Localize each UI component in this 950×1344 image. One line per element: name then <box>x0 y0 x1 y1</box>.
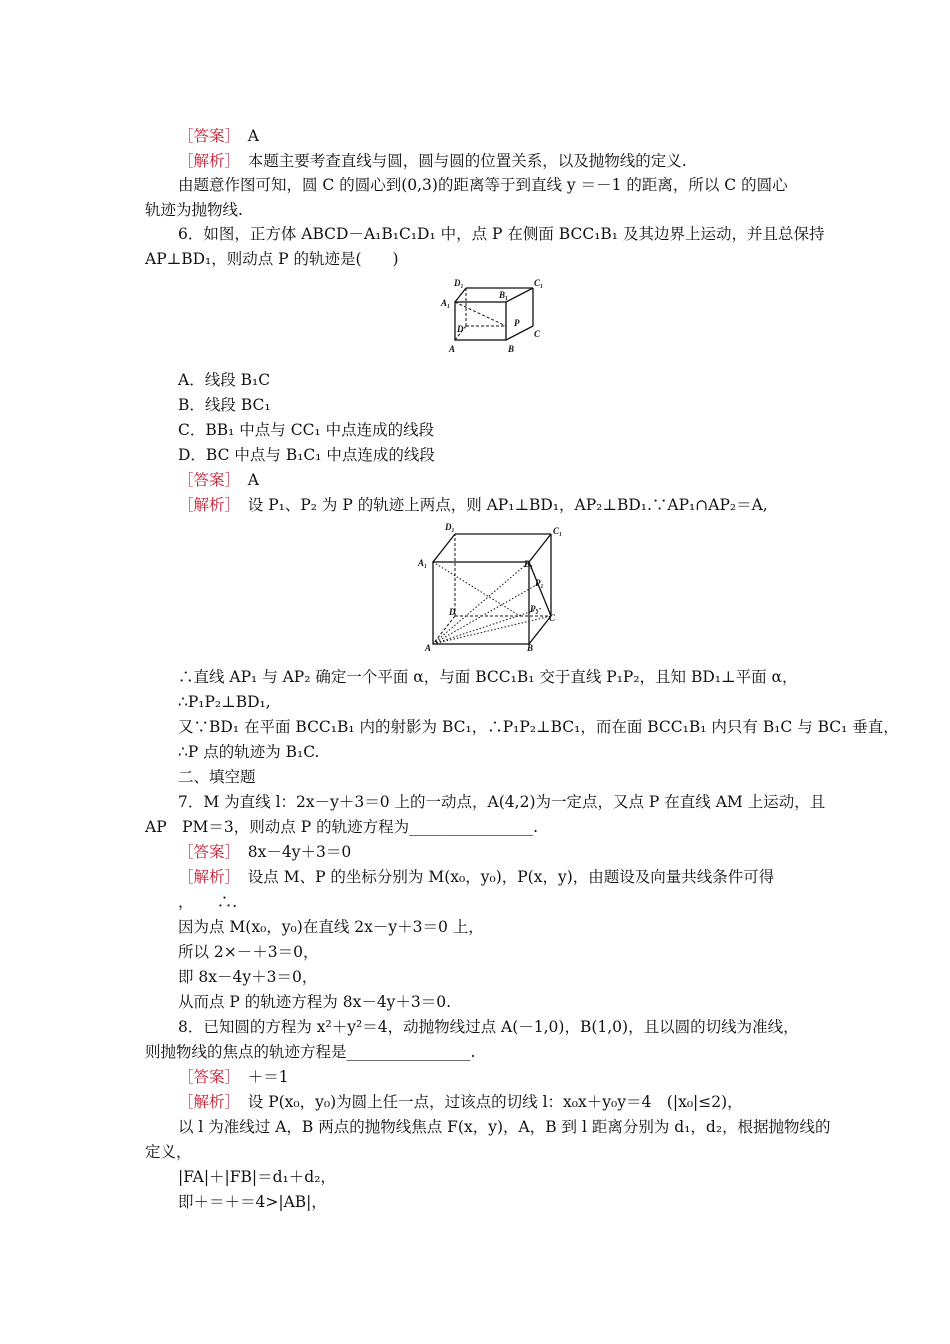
text-line: 由题意作图可知，圆 C 的圆心到(0,3)的距离等于到直线 y ＝－1 的距离，所以 C 的圆心 <box>178 176 788 194</box>
cube-diagram-1 <box>438 276 548 364</box>
label-A: A <box>449 344 456 354</box>
text-line: ∴P₁P₂⊥BD₁, <box>178 693 271 711</box>
analysis-tag: ［解析］ <box>178 496 233 514</box>
question-7-stem: 7．M 为直线 l：2x－y＋3＝0 上的一动点，A(4,2)为一定点，又点 P 在直线 AM 上运动，且 <box>178 793 826 811</box>
answer-line-7 <box>178 842 351 862</box>
label-A: A <box>425 643 432 652</box>
label-P: P <box>514 318 520 328</box>
option-d: D．BC 中点与 B₁C₁ 中点连成的线段 <box>178 446 435 464</box>
text-line: ∴直线 AP₁ 与 AP₂ 确定一个平面 α，与面 BCC₁B₁ 交于直线 P₁P₂，且知 BD₁⊥平面 α， <box>178 668 798 686</box>
answer-line-5 <box>178 126 259 146</box>
question-7-stem-cont: AP PM＝3，则动点 P 的轨迹方程为________________. <box>145 818 538 836</box>
answer-value: 8x－4y＋3＝0 <box>232 843 352 861</box>
option-c: C．BB₁ 中点与 CC₁ 中点连成的线段 <box>178 421 435 439</box>
answer-line-8 <box>178 1067 289 1087</box>
question-6-stem-cont: AP⊥BD₁，则动点 P 的轨迹是( ) <box>145 250 399 268</box>
label-D1: D₁ <box>445 522 455 532</box>
text-line: ， ∴. <box>178 893 238 911</box>
text-line: 轨迹为抛物线. <box>145 201 243 219</box>
analysis-text: 设 P(x₀，y₀)为圆上任一点，过该点的切线 l：x₀x＋y₀y＝4 (|x₀|≤2)， <box>232 1093 743 1111</box>
label-D1: D₁ <box>454 278 464 288</box>
label-C: C <box>534 329 541 339</box>
label-B: B <box>508 344 515 354</box>
question-8-stem-cont: 则抛物线的焦点的轨迹方程是________________. <box>145 1043 476 1061</box>
answer-tag: ［答案］ <box>178 127 233 145</box>
text-line: |FA|＋|FB|＝d₁＋d₂， <box>178 1168 336 1186</box>
analysis-line-6 <box>178 495 768 515</box>
section-heading: 二、填空题 <box>178 768 256 786</box>
analysis-tag: ［解析］ <box>178 152 233 170</box>
label-B1: B₁ <box>499 290 509 300</box>
analysis-text: 设 P₁、P₂ 为 P 的轨迹上两点，则 AP₁⊥BD₁，AP₂⊥BD₁.∵AP₁∩AP₂＝A, <box>232 496 768 514</box>
answer-line-6 <box>178 470 259 490</box>
analysis-line-7 <box>178 867 774 887</box>
cube-figure-1 <box>438 276 548 364</box>
option-a: A．线段 B₁C <box>178 371 271 389</box>
analysis-tag: ［解析］ <box>178 1093 233 1111</box>
text-line: 从而点 P 的轨迹方程为 8x－4y＋3＝0. <box>178 993 452 1011</box>
text-line: 以 l 为准线过 A，B 两点的抛物线焦点 F(x，y)，A，B 到 l 距离分别为 d₁，d₂，根据抛物线的 <box>178 1118 831 1136</box>
analysis-line-5 <box>178 151 687 171</box>
label-D: D <box>457 324 464 334</box>
label-P2: P₂ <box>530 604 539 614</box>
text-line: 又∵BD₁ 在平面 BCC₁B₁ 内的射影为 BC₁，∴P₁P₂⊥BC₁，而在面 BCC₁B₁ 内只有 B₁C 与 BC₁ 垂直， <box>178 718 899 736</box>
label-P1: P₁ <box>535 578 544 588</box>
label-A1: A₁ <box>418 558 428 568</box>
label-B1: B₁ <box>524 559 534 569</box>
label-C1: C₁ <box>534 278 544 288</box>
answer-tag: ［答案］ <box>178 471 233 489</box>
label-D: D <box>449 607 456 617</box>
question-8-stem: 8．已知圆的方程为 x²＋y²＝4，动抛物线过点 A(－1,0)，B(1,0)，且以圆的切线为准线， <box>178 1018 799 1036</box>
cube-figure-2 <box>414 520 574 652</box>
label-C1: C₁ <box>553 526 563 536</box>
analysis-tag: ［解析］ <box>178 868 233 886</box>
text-line: 即 8x－4y＋3＝0， <box>178 968 318 986</box>
text-line: 因为点 M(x₀，y₀)在直线 2x－y＋3＝0 上， <box>178 918 484 936</box>
answer-tag: ［答案］ <box>178 1068 233 1086</box>
answer-value: A <box>232 471 259 489</box>
label-B: B <box>527 643 534 652</box>
text-line: 所以 2×－＋3＝0， <box>178 943 319 961</box>
text-line: ∴P 点的轨迹为 B₁C. <box>178 743 320 761</box>
label-C: C <box>549 613 556 623</box>
text-line: 定义， <box>145 1143 192 1161</box>
answer-tag: ［答案］ <box>178 843 233 861</box>
text-line: 即＋＝＋＝4>|AB|， <box>178 1193 327 1211</box>
analysis-line-8 <box>178 1092 743 1112</box>
option-b: B．线段 BC₁ <box>178 396 271 414</box>
label-A1: A₁ <box>441 298 451 308</box>
analysis-text: 设点 M、P 的坐标分别为 M(x₀，y₀)，P(x，y)，由题设及向量共线条件可得 <box>232 868 775 886</box>
cube-diagram-2 <box>414 520 574 652</box>
answer-value: A <box>232 127 259 145</box>
question-6-stem: 6．如图，正方体 ABCD－A₁B₁C₁D₁ 中，点 P 在侧面 BCC₁B₁ 及其边界上运动，并且总保持 <box>178 225 825 243</box>
answer-value: ＋＝1 <box>232 1068 289 1086</box>
analysis-text: 本题主要考查直线与圆，圆与圆的位置关系，以及抛物线的定义. <box>232 152 687 170</box>
